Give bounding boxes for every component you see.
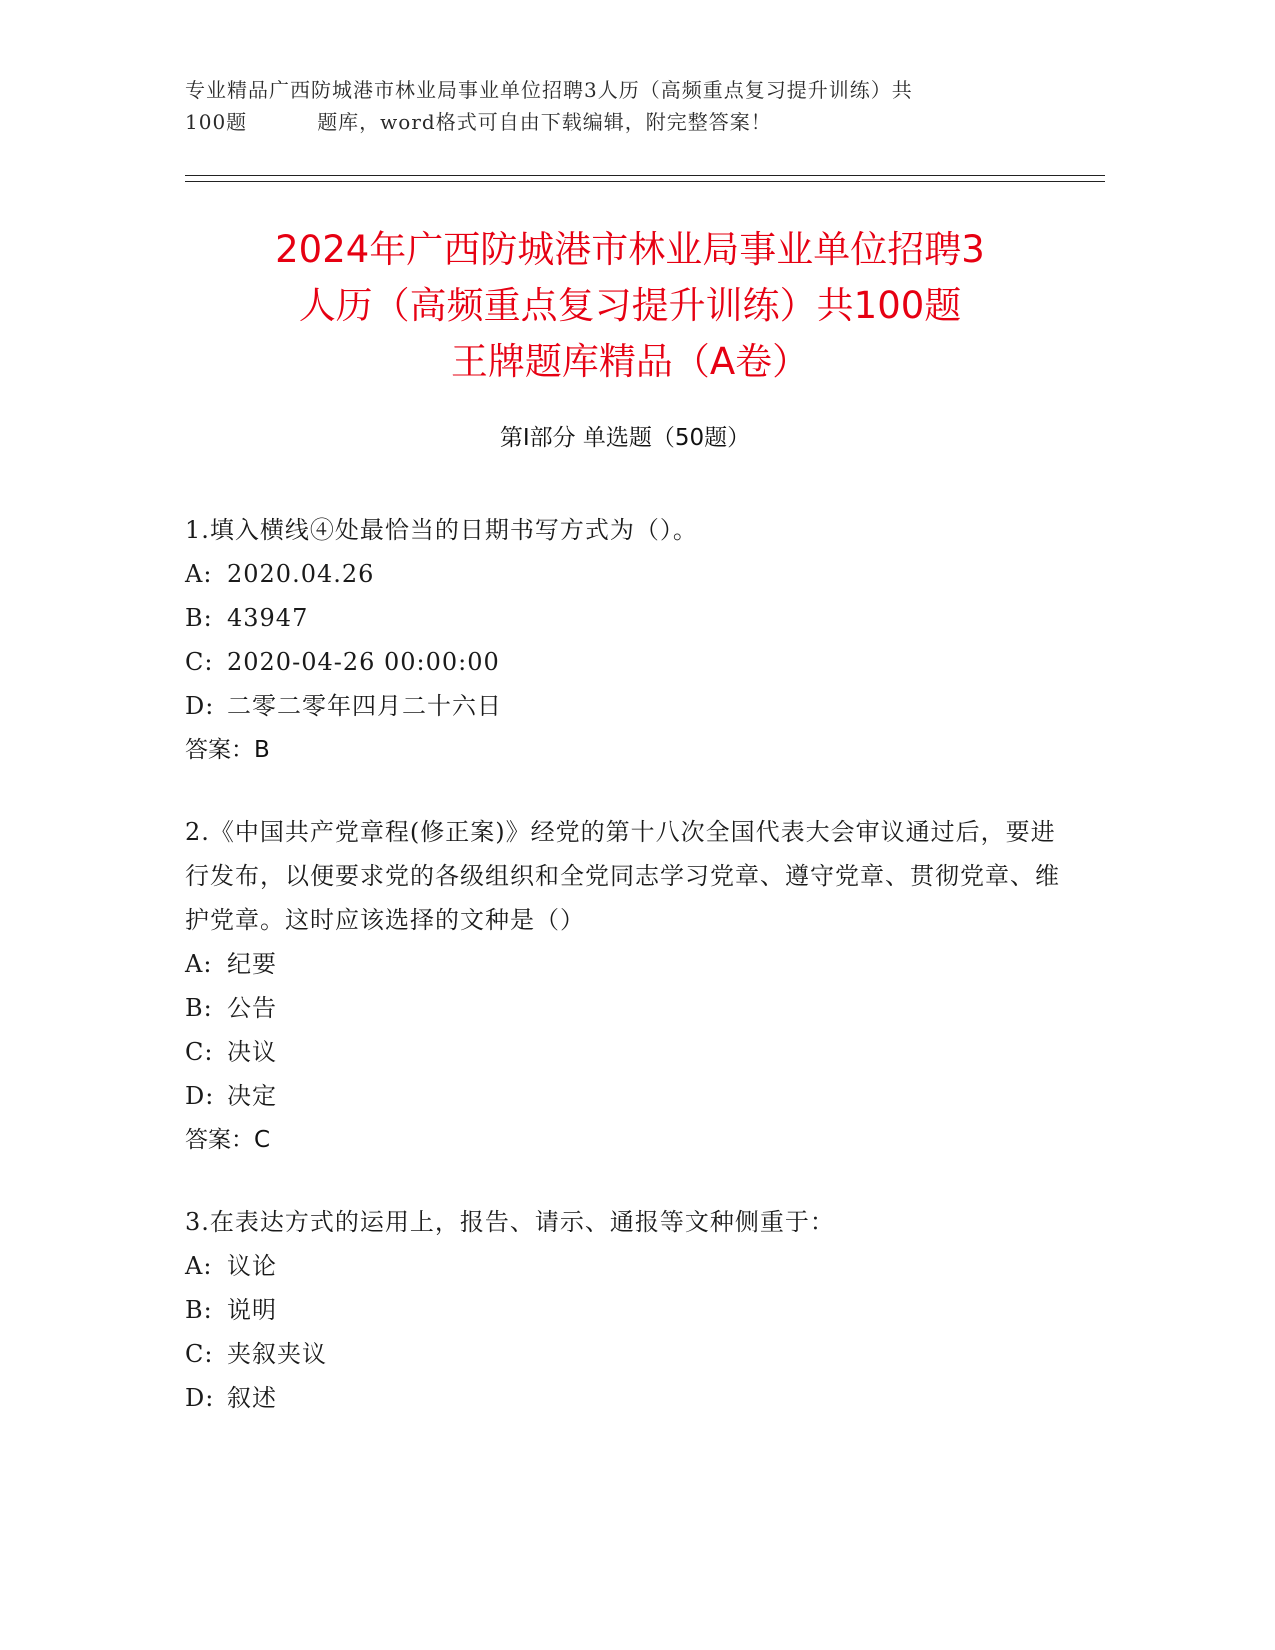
option-text: 叙述 bbox=[227, 1384, 277, 1412]
option-c bbox=[185, 1030, 1065, 1074]
option-text: 2020-04-26 00:00:00 bbox=[227, 648, 500, 676]
option-d bbox=[185, 1376, 1065, 1420]
option-label: C: bbox=[185, 1340, 214, 1368]
option-label: B: bbox=[185, 994, 213, 1022]
question-3 bbox=[185, 1200, 1065, 1420]
option-text: 决议 bbox=[227, 1038, 277, 1066]
question-stem: 1.填入横线④处最恰当的日期书写方式为（）。 bbox=[185, 516, 698, 544]
option-text: 议论 bbox=[227, 1252, 277, 1280]
option-text: 夹叙夹议 bbox=[227, 1340, 327, 1368]
header-note-count: 100题 bbox=[185, 110, 248, 134]
option-label: C: bbox=[185, 1038, 214, 1066]
option-text: 43947 bbox=[227, 604, 309, 632]
option-text: 公告 bbox=[227, 994, 277, 1022]
option-label: D: bbox=[185, 692, 215, 720]
option-text: 2020.04.26 bbox=[227, 560, 375, 588]
option-c bbox=[185, 1332, 1065, 1376]
document-title-line2: 人历（高频重点复习提升训练）共100题 bbox=[298, 284, 962, 327]
header-divider-thin bbox=[185, 181, 1105, 182]
question-1 bbox=[185, 508, 1065, 772]
option-label: D: bbox=[185, 1384, 215, 1412]
option-text: 纪要 bbox=[227, 950, 277, 978]
option-d bbox=[185, 1074, 1065, 1118]
answer: 答案：B bbox=[185, 737, 270, 763]
option-label: B: bbox=[185, 1296, 213, 1324]
question-stem: 3.在表达方式的运用上，报告、请示、通报等文种侧重于： bbox=[185, 1208, 835, 1236]
question-2 bbox=[185, 810, 1065, 1162]
option-d bbox=[185, 684, 1065, 728]
option-label: B: bbox=[185, 604, 213, 632]
option-label: C: bbox=[185, 648, 214, 676]
header-note bbox=[185, 74, 1065, 138]
document-title-line3: 王牌题库精品（A卷） bbox=[450, 340, 810, 383]
header-note-line1: 专业精品广西防城港市林业局事业单位招聘3人历（高频重点复习提升训练）共 bbox=[185, 78, 913, 102]
document-title bbox=[170, 222, 1090, 390]
option-text: 二零二零年四月二十六日 bbox=[227, 692, 502, 720]
option-label: A: bbox=[185, 560, 213, 588]
option-a bbox=[185, 1244, 1065, 1288]
option-label: A: bbox=[185, 1252, 213, 1280]
option-a bbox=[185, 552, 1065, 596]
question-stem: 2.《中国共产党章程(修正案)》经党的第十八次全国代表大会审议通过后，要进行发布，以便要求党的各级组织和全党同志学习党章、遵守党章、贯彻党章、维护党章。这时应该选择的文种是（） bbox=[185, 818, 1060, 934]
question-list bbox=[185, 508, 1065, 1458]
option-label: A: bbox=[185, 950, 213, 978]
option-b bbox=[185, 1288, 1065, 1332]
option-a bbox=[185, 942, 1065, 986]
answer: 答案：C bbox=[185, 1127, 271, 1153]
section-title: 第Ⅰ部分 单选题（50题） bbox=[499, 425, 751, 451]
document-title-line1: 2024年广西防城港市林业局事业单位招聘3 bbox=[275, 228, 985, 271]
header-divider-thick bbox=[185, 175, 1105, 176]
option-label: D: bbox=[185, 1082, 215, 1110]
option-b bbox=[185, 596, 1065, 640]
header-note-line2: 题库，word格式可自由下载编辑，附完整答案！ bbox=[317, 110, 772, 134]
option-c bbox=[185, 640, 1065, 684]
option-text: 决定 bbox=[227, 1082, 277, 1110]
option-b bbox=[185, 986, 1065, 1030]
option-text: 说明 bbox=[227, 1296, 277, 1324]
